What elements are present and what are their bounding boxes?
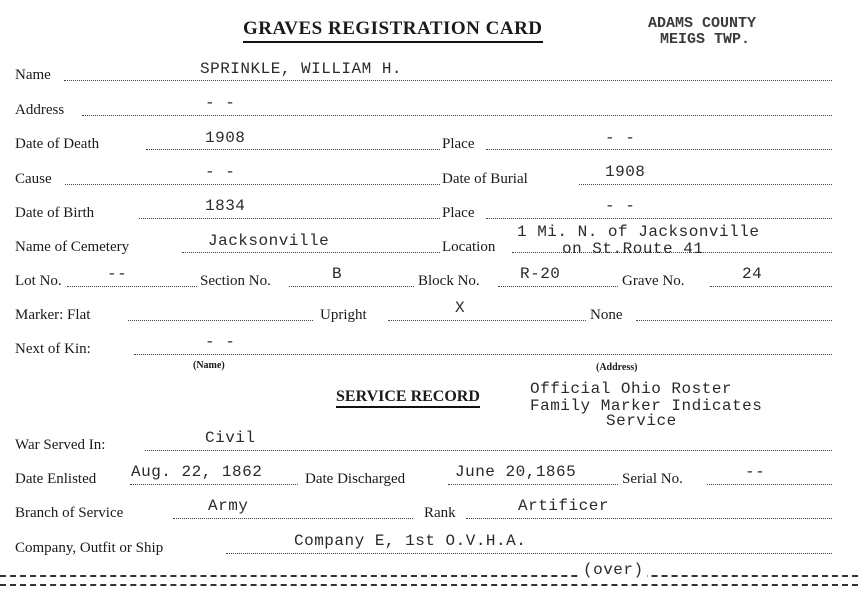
branch-value: Army bbox=[208, 497, 249, 515]
service-note-line3: Service bbox=[606, 412, 677, 430]
marker-flat-line bbox=[128, 320, 313, 321]
war-served-value: Civil bbox=[205, 429, 256, 447]
name-label: Name bbox=[15, 67, 51, 83]
lot-no-line bbox=[67, 286, 197, 287]
cause-label: Cause bbox=[15, 171, 52, 187]
card-title: GRAVES REGISTRATION CARD bbox=[243, 18, 543, 43]
cause-value: - - bbox=[205, 163, 236, 181]
upright-line bbox=[388, 320, 586, 321]
upright-label: Upright bbox=[320, 307, 367, 323]
date-of-birth-line bbox=[139, 218, 440, 219]
none-line bbox=[636, 320, 832, 321]
war-served-label: War Served In: bbox=[15, 437, 106, 453]
lot-no-label: Lot No. bbox=[15, 273, 62, 289]
upright-value: X bbox=[455, 299, 466, 317]
block-no-label: Block No. bbox=[418, 273, 480, 289]
serial-no-line bbox=[707, 484, 832, 485]
name-line bbox=[64, 80, 832, 81]
location-label: Location bbox=[442, 239, 496, 255]
branch-label: Branch of Service bbox=[15, 505, 124, 521]
name-value: SPRINKLE, WILLIAM H. bbox=[200, 60, 403, 78]
date-of-burial-value: 1908 bbox=[605, 163, 646, 181]
grave-no-value: 24 bbox=[742, 265, 763, 283]
block-no-value: R-20 bbox=[520, 265, 561, 283]
service-note-line1: Official Ohio Roster bbox=[530, 380, 733, 398]
cemetery-label: Name of Cemetery bbox=[15, 239, 130, 255]
date-of-death-value: 1908 bbox=[205, 129, 246, 147]
service-note-line2: Family Marker Indicates bbox=[530, 397, 763, 415]
next-of-kin-value: - - bbox=[205, 333, 236, 351]
date-enlisted-line bbox=[130, 484, 298, 485]
date-of-death-label: Date of Death bbox=[15, 136, 100, 152]
date-of-death-line bbox=[146, 149, 440, 150]
none-label: None bbox=[590, 307, 623, 323]
next-of-kin-label: Next of Kin: bbox=[15, 341, 91, 357]
grave-no-label: Grave No. bbox=[622, 273, 685, 289]
address-label: Address bbox=[15, 102, 65, 118]
over-note: (over) bbox=[580, 562, 647, 579]
location-value-line1: 1 Mi. N. of Jacksonville bbox=[517, 223, 760, 241]
date-enlisted-label: Date Enlisted bbox=[15, 471, 97, 487]
serial-no-value: -- bbox=[745, 463, 766, 481]
lot-no-value: -- bbox=[107, 265, 128, 283]
date-of-birth-value: 1834 bbox=[205, 197, 246, 215]
kin-address-caption: (Address) bbox=[596, 362, 638, 373]
death-place-line bbox=[486, 149, 832, 150]
date-enlisted-value: Aug. 22, 1862 bbox=[131, 463, 263, 481]
death-place-label: Place bbox=[442, 136, 475, 152]
date-discharged-line bbox=[448, 484, 618, 485]
company-value: Company E, 1st O.V.H.A. bbox=[294, 532, 527, 550]
war-served-line bbox=[145, 450, 832, 451]
location-value-line2: on St.Route 41 bbox=[562, 240, 704, 258]
rank-line bbox=[466, 518, 832, 519]
section-no-value: B bbox=[332, 265, 343, 283]
county-stamp: ADAMS COUNTY bbox=[648, 15, 757, 32]
block-no-line bbox=[498, 286, 618, 287]
serial-no-label: Serial No. bbox=[622, 471, 683, 487]
death-place-value: - - bbox=[605, 129, 636, 147]
rank-value: Artificer bbox=[518, 497, 609, 515]
cemetery-line bbox=[182, 252, 440, 253]
kin-name-caption: (Name) bbox=[193, 360, 225, 371]
date-discharged-value: June 20,1865 bbox=[455, 463, 577, 481]
birth-place-label: Place bbox=[442, 205, 475, 221]
address-line bbox=[82, 115, 832, 116]
company-line bbox=[226, 553, 832, 554]
date-discharged-label: Date Discharged bbox=[305, 471, 406, 487]
bottom-double-rule bbox=[0, 575, 858, 586]
date-of-burial-label: Date of Burial bbox=[442, 171, 528, 187]
cemetery-value: Jacksonville bbox=[208, 232, 330, 250]
birth-place-value: - - bbox=[605, 197, 636, 215]
address-value: - - bbox=[205, 94, 236, 112]
branch-line bbox=[173, 518, 413, 519]
grave-no-line bbox=[710, 286, 832, 287]
rank-label: Rank bbox=[424, 505, 456, 521]
marker-flat-label: Marker: Flat bbox=[15, 307, 91, 323]
section-no-label: Section No. bbox=[200, 273, 271, 289]
cause-line bbox=[65, 184, 440, 185]
company-label: Company, Outfit or Ship bbox=[15, 540, 164, 556]
next-of-kin-line bbox=[134, 354, 832, 355]
section-no-line bbox=[289, 286, 414, 287]
township-stamp: MEIGS TWP. bbox=[660, 31, 751, 48]
date-of-birth-label: Date of Birth bbox=[15, 205, 95, 221]
date-of-burial-line bbox=[579, 184, 832, 185]
service-record-heading: SERVICE RECORD bbox=[336, 387, 480, 408]
birth-place-line bbox=[486, 218, 832, 219]
